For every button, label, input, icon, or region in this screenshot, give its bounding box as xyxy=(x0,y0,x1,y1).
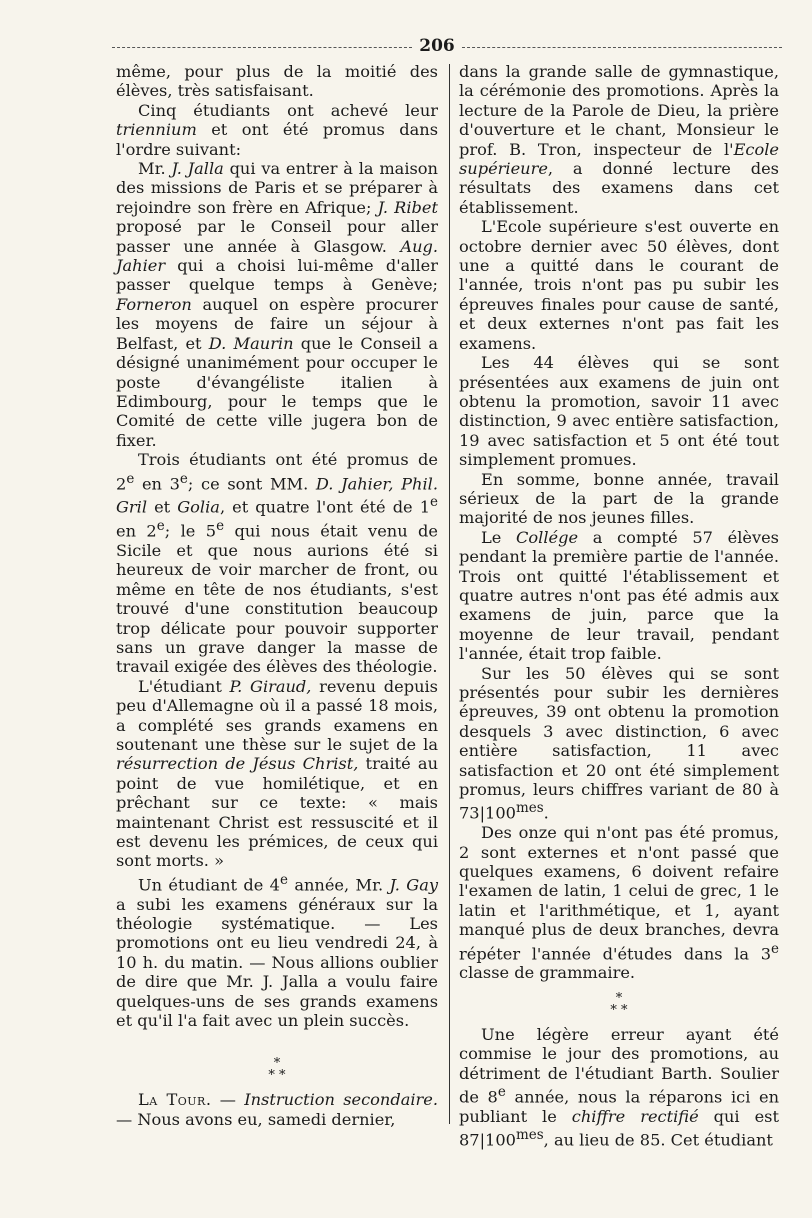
paragraph: L'étudiant P. Giraud, revenu depuis peu d'Allemagne où il a passé 18 mois, a complété ses grands examens en soutenant une thèse sur le sujet de la résurrection de Jésus Christ, traité au point de vue homilétique, et en prêchant sur ce texte: « mais maintenant Christ est ressuscité et il est devenu les prémices, de ceux qui sont morts. » xyxy=(116,676,438,871)
paragraph: Le Collége a compté 57 élèves pendant la première partie de l'année. Trois ont quitté l'établissement et quatre autres n'ont pas été admis aux examens de juin, parce que la moyenne de leur travail, pendant l'année, était trop faible. xyxy=(459,527,779,664)
section-separator: * * * xyxy=(268,1056,286,1084)
paragraph: même, pour plus de la moitié des élèves, très satisfaisant. xyxy=(116,62,438,101)
paragraph: Les 44 élèves qui se sont présentées aux examens de juin ont obtenu la promotion, savoir 11 avec distinction, 9 avec entière satisfaction, 19 avec satisfaction et 5 ont été tout simplement promues. xyxy=(459,353,779,470)
paragraph: Mr. J. Jalla qui va entrer à la maison des missions de Paris et se préparer à rejoindre son frère en Afrique; J. Ribet proposé par le Conseil pour aller passer une année à Glasgow. Aug. Jahier qui a choisi lui-même d'aller passer quelque temps à Genève; Forneron auquel on espère procurer les moyens de faire un séjour à Belfast, et D. Maurin que le Conseil a désigné unanimément pour occuper le poste d'évangéliste italien à Edimbourg, pour le temps que le Comité de cette ville jugera bon de fixer. xyxy=(116,159,438,450)
page-number: 206 xyxy=(419,36,455,56)
left-column xyxy=(116,62,438,1129)
paragraph: La Tour. — Instruction secondaire. — Nous avons eu, samedi dernier, xyxy=(116,1090,439,1129)
paragraph: Une légère erreur ayant été commise le jour des promotions, au détriment de l'étudiant Barth. Soulier de 8e année, nous la réparons ici en publiant le chiffre rectifié qui est $87|100^{mes}$, au lieu de 85. Cet étudiant xyxy=(459,1024,780,1150)
paragraph: L'Ecole supérieure s'est ouverte en octobre dernier avec 50 élèves, dont une a quitté dans le courant de l'année, trois n'ont pas pu subir les épreuves finales pour cause de santé, et deux externes n'ont pas fait les examens. xyxy=(459,217,779,353)
paragraph: Des onze qui n'ont pas été promus, 2 sont externes et n'ont passé que quelques examens, 6 doivent refaire l'examen de latin, 1 celui de grec, 1 le latin et l'arithmétique, et 1, ayant manqué plus de deux branches, devra répéter l'année d'études dans la 3e classe de grammaire. xyxy=(459,823,779,983)
header-rule-right xyxy=(462,47,782,48)
paragraph: dans la grande salle de gymnastique, la cérémonie des promotions. Après la lecture de la Parole de Dieu, la prière d'ouverture et le chant, Monsieur le prof. B. Tron, inspecteur de l'Ecole supérieure, a donné lecture des résultats des examens dans cet établissement. xyxy=(459,62,779,217)
paragraph: Cinq étudiants ont achevé leur triennium et ont été promus dans l'ordre suivant: xyxy=(116,100,438,159)
paragraph: Un étudiant de 4e année, Mr. J. Gay a subi les examens généraux sur la théologie systématique. — Les promotions ont eu lieu vendredi 24, à 10 h. du matin. — Nous allions oublier de dire que Mr. J. Jalla a voulu faire quelques-uns de ses grands examens et qu'il l'a fait avec un plein succès. xyxy=(116,871,438,1031)
page-header xyxy=(112,36,782,56)
paragraph: Trois étudiants ont été promus de 2e en 3e; ce sont MM. D. Jahier, Phil. Gril et Golia, et quatre l'ont été de 1e en 2e; le 5e qui nous était venu de Sicile et que nous aurions été si heureux de voir marcher de front, ou même en tête de nos étudiants, s'est trouvé d'une constitution beaucoup trop délicate pour pouvoir supporter sans un grave danger la masse de travail exigée des élèves des théologie. xyxy=(116,450,438,677)
paragraph: En somme, bonne année, travail sérieux de la part de la grande majorité de nos jeunes filles. xyxy=(459,469,779,528)
section-separator: * * * xyxy=(610,990,628,1018)
right-column xyxy=(459,62,779,1150)
header-rule-left xyxy=(112,47,412,48)
column-divider xyxy=(449,64,450,1124)
paragraph: Sur les 50 élèves qui se sont présentés pour subir les dernières épreuves, 39 ont obtenu la promotion desquels 3 avec distinction, 6 avec entière satisfaction, 11 avec satisfaction et 20 ont été simplement promus, leurs chiffres variant de 80 à $73|100^{mes}$. xyxy=(459,663,779,823)
